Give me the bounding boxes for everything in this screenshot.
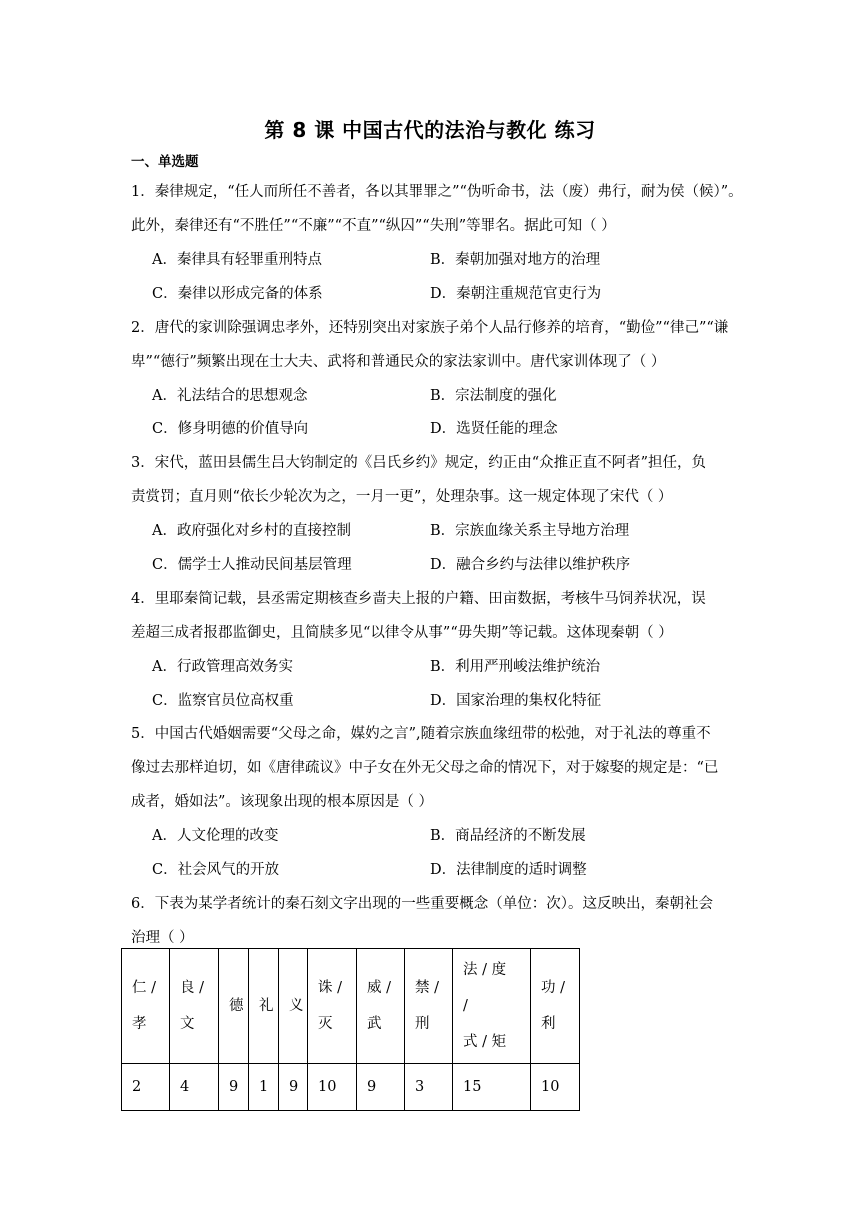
question-2-option-a[interactable]: A．礼法结合的思想观念 (152, 388, 308, 404)
question-3-option-a[interactable]: A．政府强化对乡村的直接控制 (152, 523, 351, 539)
question-5-line-1: 5．中国古代婚姻需要“父母之命，媒妁之言”,随着宗族血缘纽带的松弛，对于礼法的尊重不 (131, 726, 711, 742)
table-header-cell: 礼 (249, 949, 279, 1064)
table-header-cell: 禁 / 刑 (405, 949, 453, 1064)
question-4-option-b[interactable]: B．利用严刑峻法维护统治 (430, 659, 601, 675)
table-cell: 3 (405, 1064, 453, 1111)
question-6-line-2: 治理（ ） (131, 930, 194, 946)
question-2-option-c[interactable]: C．修身明德的价值导向 (152, 421, 309, 437)
table-header-cell: 威 / 武 (357, 949, 405, 1064)
question-5-option-a[interactable]: A．人文伦理的改变 (152, 828, 279, 844)
question-1-option-b[interactable]: B．秦朝加强对地方的治理 (430, 252, 601, 268)
question-5-option-b[interactable]: B．商品经济的不断发展 (430, 828, 586, 844)
table-header-cell: 良 / 文 (170, 949, 219, 1064)
question-2-line-2: 卑”“德行”频繁出现在士大夫、武将和普通民众的家法家训中。唐代家训体现了（ ） (131, 354, 666, 370)
table-cell: 4 (170, 1064, 219, 1111)
question-4-line-1: 4．里耶秦简记载，县丞需定期核查乡啬夫上报的户籍、田亩数据，考核牛马饲养状况，误 (131, 591, 706, 607)
concept-frequency-table (121, 948, 580, 1111)
table-cell: 9 (357, 1064, 405, 1111)
question-5-line-3: 成者，婚如法”。该现象出现的根本原因是（ ） (131, 794, 434, 810)
table-cell: 1 (249, 1064, 279, 1111)
table-cell: 10 (308, 1064, 357, 1111)
question-3-line-1: 3．宋代，蓝田县儒生吕大钧制定的《吕氏乡约》规定，约正由“众推正直不阿者”担任，负 (131, 455, 707, 471)
table-cell: 9 (279, 1064, 308, 1111)
question-2-line-1: 2．唐代的家训除强调忠孝外，还特别突出对家族子弟个人品行修养的培育，“勤俭”“律己”“谦 (131, 320, 729, 336)
question-4-option-c[interactable]: C．监察官员位高权重 (152, 693, 294, 709)
table-header-cell: 德 (219, 949, 249, 1064)
question-3-line-2: 责赏罚；直月则“依长少轮次为之，一月一更”，处理杂事。这一规定体现了宋代（ ） (131, 489, 673, 505)
question-1-option-a[interactable]: A．秦律具有轻罪重刑特点 (152, 252, 322, 268)
table-header-cell: 法 / 度 / 式 / 矩 (453, 949, 531, 1064)
question-4-line-2: 差超三成者报郡监御史，且简牍多见“以律令从事”“毋失期”等记载。这体现秦朝（ ） (131, 625, 673, 641)
question-4-option-d[interactable]: D．国家治理的集权化特征 (430, 693, 602, 709)
table-row (122, 1064, 580, 1111)
question-6-line-1: 6．下表为某学者统计的秦石刻文字出现的一些重要概念（单位：次）。这反映出，秦朝社会 (131, 896, 713, 912)
table-header-cell: 功 / 利 (531, 949, 580, 1064)
question-1-line-2: 此外，秦律还有“不胜任”“不廉”“不直”“纵囚”“失刑”等罪名。据此可知（ ） (131, 218, 616, 234)
question-2-option-d[interactable]: D．选贤任能的理念 (430, 421, 558, 437)
table-header-row (122, 949, 580, 1064)
question-1-option-c[interactable]: C．秦律以形成完备的体系 (152, 286, 323, 302)
question-5-line-2: 像过去那样迫切，如《唐律疏议》中子女在外无父母之命的情况下，对于嫁娶的规定是：“已 (131, 760, 719, 776)
table-header-cell: 义 (279, 949, 308, 1064)
page-title: 第 8 课 中国古代的法治与教化 练习 (264, 118, 596, 142)
question-3-option-d[interactable]: D．融合乡约与法律以维护秩序 (430, 557, 631, 573)
table-cell: 9 (219, 1064, 249, 1111)
question-5-option-c[interactable]: C．社会风气的开放 (152, 862, 280, 878)
table-header-cell: 仁 / 孝 (122, 949, 170, 1064)
table-cell: 10 (531, 1064, 580, 1111)
table-header-cell: 诛 / 灭 (308, 949, 357, 1064)
table-cell: 15 (453, 1064, 531, 1111)
question-3-option-c[interactable]: C．儒学士人推动民间基层管理 (152, 557, 352, 573)
question-1-line-1: 1．秦律规定，“任人而所任不善者，各以其罪罪之”“伪听命书，法（废）弗行，耐为侯（候）”。 (131, 184, 743, 200)
question-2-option-b[interactable]: B．宗法制度的强化 (430, 388, 557, 404)
question-3-option-b[interactable]: B．宗族血缘关系主导地方治理 (430, 523, 630, 539)
question-5-option-d[interactable]: D．法律制度的适时调整 (430, 862, 587, 878)
question-1-option-d[interactable]: D．秦朝注重规范官吏行为 (430, 286, 602, 302)
question-4-option-a[interactable]: A．行政管理高效务实 (152, 659, 293, 675)
section-heading: 一、单选题 (131, 154, 199, 170)
table-cell: 2 (122, 1064, 170, 1111)
